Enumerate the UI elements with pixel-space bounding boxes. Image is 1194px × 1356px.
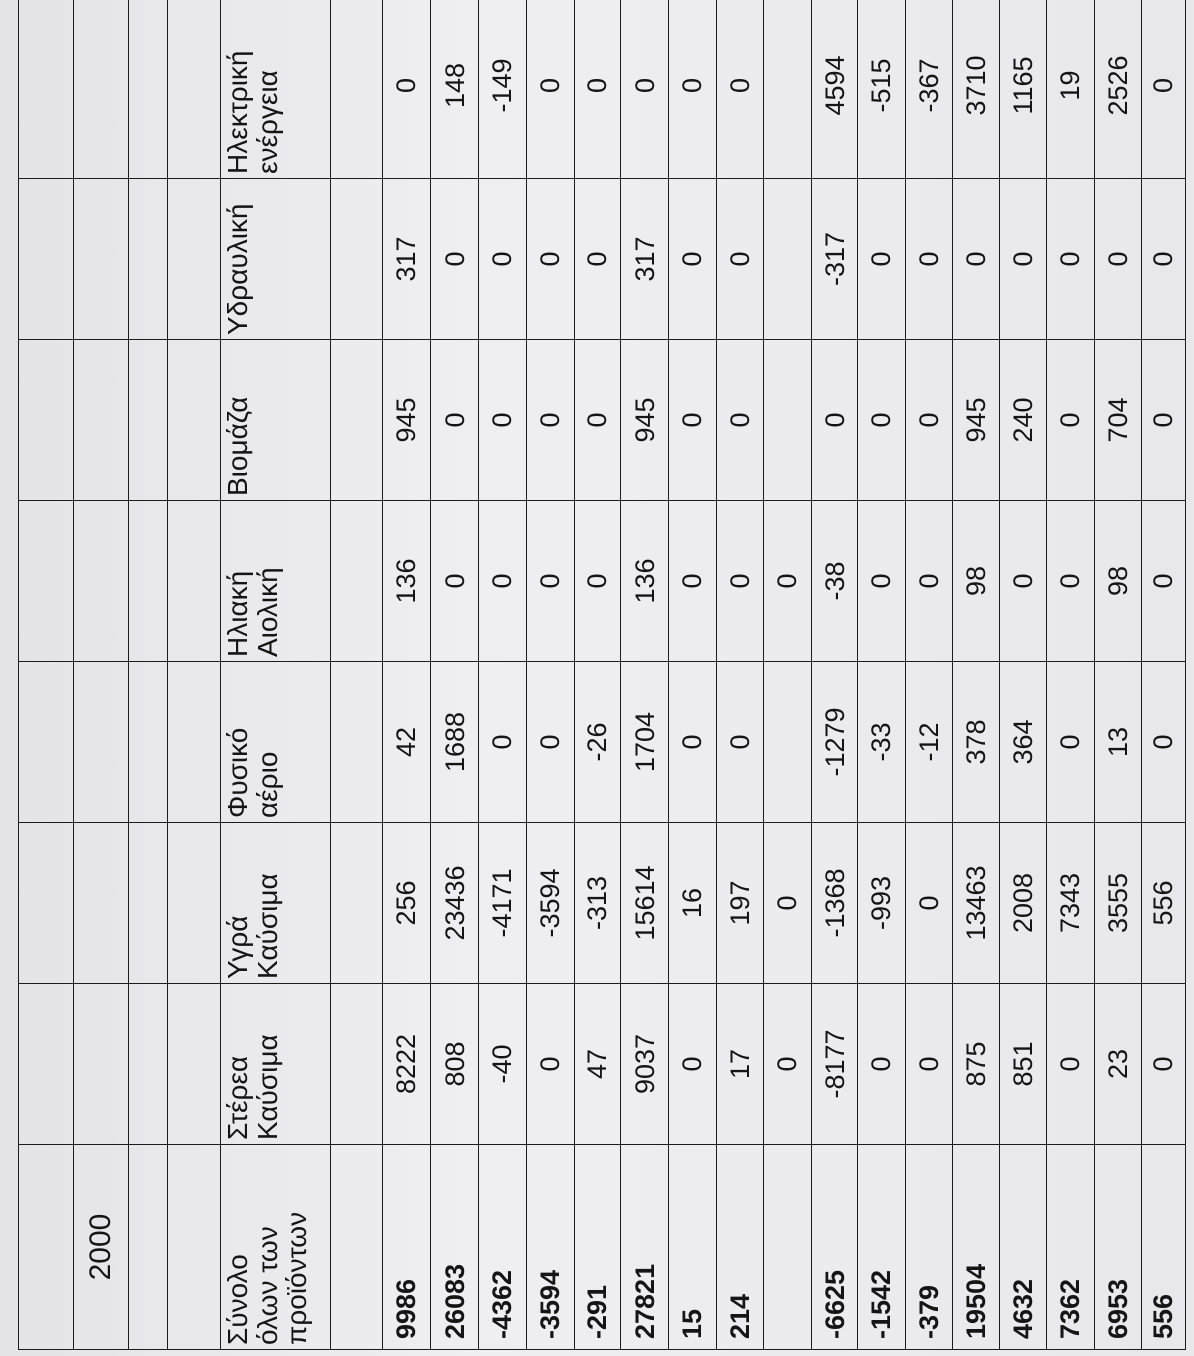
value-cell: 0 — [1141, 984, 1185, 1145]
value-cell: 808 — [431, 984, 479, 1145]
total-cell: 26083 — [431, 1145, 479, 1350]
value-cell: 556 — [1141, 823, 1185, 984]
table-row — [669, 0, 716, 1350]
value-cell: 7343 — [1047, 823, 1094, 984]
value-cell: 0 — [716, 340, 763, 501]
value-cell: 0 — [574, 501, 620, 662]
column-header — [221, 340, 331, 501]
table-row — [1094, 0, 1141, 1350]
column-header — [221, 0, 331, 179]
total-cell: -291 — [574, 1145, 620, 1350]
total-cell: -1542 — [858, 1145, 905, 1350]
value-cell: 3555 — [1094, 823, 1141, 984]
value-cell: 317 — [382, 179, 430, 340]
value-cell: 98 — [952, 501, 999, 662]
value-cell: 136 — [382, 501, 430, 662]
column-header-line: Βιομάζα — [222, 396, 254, 496]
value-cell: 0 — [905, 984, 952, 1145]
value-cell: 0 — [1141, 662, 1185, 823]
value-cell: 0 — [905, 823, 952, 984]
column-header — [221, 823, 331, 984]
total-cell: -379 — [905, 1145, 952, 1350]
value-cell: 0 — [1094, 179, 1141, 340]
value-cell: 0 — [763, 501, 811, 662]
value-cell: 0 — [1141, 501, 1185, 662]
column-header — [221, 984, 331, 1145]
column-header-line: Υγρά — [222, 915, 254, 979]
value-cell: 0 — [858, 501, 905, 662]
value-cell: 0 — [905, 340, 952, 501]
value-cell: 0 — [479, 179, 526, 340]
value-cell: 378 — [952, 662, 999, 823]
value-cell: 0 — [1047, 662, 1094, 823]
value-cell: 47 — [574, 984, 620, 1145]
value-cell: 0 — [716, 662, 763, 823]
year-label: 2000 — [73, 1145, 128, 1350]
value-cell: 23 — [1094, 984, 1141, 1145]
table-row — [574, 0, 620, 1350]
table-row — [1141, 0, 1185, 1350]
value-cell: 0 — [479, 662, 526, 823]
value-cell: -4171 — [479, 823, 526, 984]
table-row — [716, 0, 763, 1350]
value-cell: 0 — [526, 501, 574, 662]
total-cell: -4362 — [479, 1145, 526, 1350]
value-cell: 0 — [574, 0, 620, 179]
value-cell: 0 — [431, 501, 479, 662]
value-cell: -993 — [858, 823, 905, 984]
table-row — [621, 0, 669, 1350]
table-row — [382, 0, 430, 1350]
value-cell: 1704 — [621, 662, 669, 823]
value-cell: 0 — [669, 662, 716, 823]
value-cell: 98 — [1094, 501, 1141, 662]
value-cell: 0 — [479, 501, 526, 662]
table-row — [812, 0, 858, 1350]
column-header-line: Καύσιμα — [251, 873, 283, 979]
value-cell: 0 — [1141, 340, 1185, 501]
value-cell: 3710 — [952, 0, 999, 179]
value-cell: 0 — [763, 823, 811, 984]
header-row — [221, 0, 331, 1350]
value-cell: 0 — [812, 340, 858, 501]
column-header — [221, 662, 331, 823]
value-cell — [763, 179, 811, 340]
value-cell: 0 — [716, 0, 763, 179]
column-header-line: Σύνολο — [222, 1254, 254, 1345]
value-cell: 945 — [952, 340, 999, 501]
value-cell: 1165 — [1000, 0, 1047, 179]
total-cell: -3594 — [526, 1145, 574, 1350]
value-cell: 0 — [1000, 501, 1047, 662]
value-cell: 0 — [431, 340, 479, 501]
total-cell: 9986 — [382, 1145, 430, 1350]
table-row — [526, 0, 574, 1350]
value-cell: 0 — [1141, 0, 1185, 179]
value-cell: 0 — [526, 662, 574, 823]
value-cell: 23436 — [431, 823, 479, 984]
value-cell: 136 — [621, 501, 669, 662]
value-cell: 0 — [526, 0, 574, 179]
total-cell: 27821 — [621, 1145, 669, 1350]
value-cell: 148 — [431, 0, 479, 179]
value-cell: -12 — [905, 662, 952, 823]
value-cell: -8177 — [812, 984, 858, 1145]
value-cell: 0 — [574, 179, 620, 340]
column-header — [221, 501, 331, 662]
value-cell: -149 — [479, 0, 526, 179]
value-cell: 13 — [1094, 662, 1141, 823]
value-cell: 4594 — [812, 0, 858, 179]
value-cell: 16 — [669, 823, 716, 984]
value-cell: 1688 — [431, 662, 479, 823]
total-cell: -6625 — [812, 1145, 858, 1350]
value-cell: 0 — [1141, 179, 1185, 340]
total-cell: 4632 — [1000, 1145, 1047, 1350]
value-cell: 0 — [669, 501, 716, 662]
total-cell: 15 — [669, 1145, 716, 1350]
value-cell: 0 — [526, 340, 574, 501]
value-cell: 0 — [716, 501, 763, 662]
value-cell: 256 — [382, 823, 430, 984]
table-row — [952, 0, 999, 1350]
value-cell: 240 — [1000, 340, 1047, 501]
value-cell: 945 — [382, 340, 430, 501]
value-cell: 42 — [382, 662, 430, 823]
value-cell: 0 — [858, 340, 905, 501]
column-header-line: όλων των — [251, 1226, 283, 1345]
blank-row — [19, 0, 74, 1350]
value-cell: 0 — [382, 0, 430, 179]
energy-balance-table — [18, 0, 1186, 1350]
value-cell: 0 — [858, 984, 905, 1145]
total-cell — [763, 1145, 811, 1350]
table-row — [1047, 0, 1094, 1350]
column-header — [221, 179, 331, 340]
value-cell: 0 — [716, 179, 763, 340]
value-cell: 0 — [526, 984, 574, 1145]
blank-row — [331, 0, 383, 1350]
value-cell: 0 — [526, 179, 574, 340]
value-cell: -515 — [858, 0, 905, 179]
blank-row — [128, 0, 168, 1350]
value-cell: 0 — [1000, 179, 1047, 340]
value-cell: 0 — [669, 0, 716, 179]
value-cell: 0 — [763, 984, 811, 1145]
value-cell: -1279 — [812, 662, 858, 823]
value-cell: 8222 — [382, 984, 430, 1145]
value-cell: 0 — [621, 0, 669, 179]
rotated-table-container — [18, 12, 1186, 1350]
value-cell: 0 — [669, 340, 716, 501]
value-cell — [763, 662, 811, 823]
value-cell: -33 — [858, 662, 905, 823]
value-cell: 0 — [905, 501, 952, 662]
column-header — [221, 1145, 331, 1350]
value-cell: 0 — [669, 179, 716, 340]
value-cell: -1368 — [812, 823, 858, 984]
value-cell: -26 — [574, 662, 620, 823]
value-cell: 17 — [716, 984, 763, 1145]
value-cell: 0 — [1047, 501, 1094, 662]
value-cell: 0 — [574, 340, 620, 501]
value-cell: -313 — [574, 823, 620, 984]
table-row — [1000, 0, 1047, 1350]
value-cell: 9037 — [621, 984, 669, 1145]
total-cell: 556 — [1141, 1145, 1185, 1350]
value-cell: 19 — [1047, 0, 1094, 179]
table-row — [858, 0, 905, 1350]
value-cell: 0 — [858, 179, 905, 340]
total-cell: 7362 — [1047, 1145, 1094, 1350]
value-cell: 704 — [1094, 340, 1141, 501]
value-cell: 0 — [905, 179, 952, 340]
value-cell: -367 — [905, 0, 952, 179]
table-body — [19, 0, 1186, 1350]
value-cell: -38 — [812, 501, 858, 662]
value-cell: 0 — [1047, 340, 1094, 501]
table-row — [431, 0, 479, 1350]
value-cell: 0 — [431, 179, 479, 340]
value-cell — [763, 0, 811, 179]
table-row — [905, 0, 952, 1350]
value-cell: -317 — [812, 179, 858, 340]
column-header-line: Φυσικό — [222, 727, 254, 818]
value-cell: 945 — [621, 340, 669, 501]
column-header-line: προϊόντων — [280, 1211, 312, 1345]
column-header-line: Ηλιακή — [222, 570, 254, 657]
value-cell: 197 — [716, 823, 763, 984]
value-cell: 0 — [669, 984, 716, 1145]
total-cell: 214 — [716, 1145, 763, 1350]
value-cell: 0 — [479, 340, 526, 501]
value-cell: 317 — [621, 179, 669, 340]
table-row — [479, 0, 526, 1350]
value-cell: 13463 — [952, 823, 999, 984]
value-cell: 0 — [1047, 984, 1094, 1145]
value-cell — [763, 340, 811, 501]
column-header-line: Αιολική — [251, 567, 283, 657]
total-cell: 19504 — [952, 1145, 999, 1350]
value-cell: 851 — [1000, 984, 1047, 1145]
value-cell: 2526 — [1094, 0, 1141, 179]
value-cell: 364 — [1000, 662, 1047, 823]
value-cell: -3594 — [526, 823, 574, 984]
column-header-line: Ηλεκτρική — [222, 50, 254, 174]
year-row — [73, 0, 128, 1350]
blank-row — [168, 0, 221, 1350]
value-cell: 0 — [1047, 179, 1094, 340]
value-cell: 2008 — [1000, 823, 1047, 984]
column-header-line: αέριο — [251, 751, 283, 818]
value-cell: 0 — [952, 179, 999, 340]
table-row — [763, 0, 811, 1350]
column-header-line: Υδραυλική — [222, 203, 254, 335]
total-cell: 6953 — [1094, 1145, 1141, 1350]
value-cell: -40 — [479, 984, 526, 1145]
column-header-line: Καύσιμα — [251, 1034, 283, 1140]
column-header-line: Στέρεα — [222, 1055, 254, 1140]
column-header-line: ενέργεια — [251, 70, 283, 174]
value-cell: 875 — [952, 984, 999, 1145]
value-cell: 15614 — [621, 823, 669, 984]
